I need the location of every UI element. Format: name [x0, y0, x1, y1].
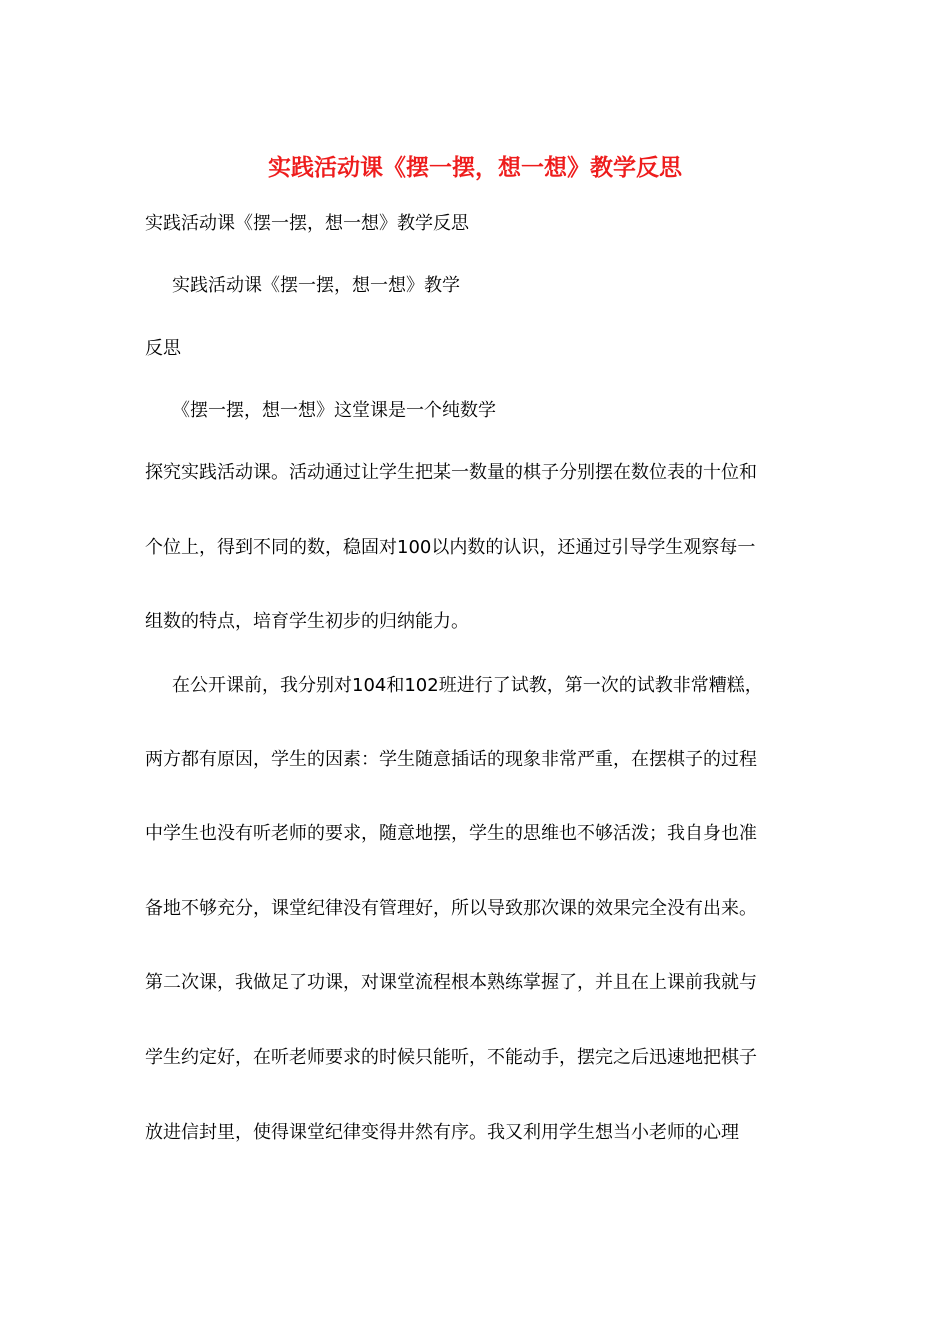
paragraph-1-line-2: 探究实践活动课。活动通过让学生把某一数量的棋子分别摆在数位表的十位和 — [145, 462, 757, 483]
heading-line-1: 实践活动课《摆一摆，想一想》教学 — [172, 275, 460, 296]
subtitle-line: 实践活动课《摆一摆，想一想》教学反思 — [145, 213, 469, 234]
document-title: 实践活动课《摆一摆，想一想》教学反思 — [268, 154, 682, 181]
heading-line-2: 反思 — [145, 338, 181, 359]
paragraph-2-line-5: 第二次课，我做足了功课，对课堂流程根本熟练掌握了，并且在上课前我就与 — [145, 972, 757, 993]
paragraph-1-line-4: 组数的特点，培育学生初步的归纳能力。 — [145, 611, 469, 632]
paragraph-1-line-1: 《摆一摆，想一想》这堂课是一个纯数学 — [172, 400, 496, 421]
paragraph-2-line-2: 两方都有原因，学生的因素：学生随意插话的现象非常严重，在摆棋子的过程 — [145, 749, 757, 770]
paragraph-2-line-4: 备地不够充分，课堂纪律没有管理好，所以导致那次课的效果完全没有出来。 — [145, 898, 757, 919]
paragraph-2-line-3: 中学生也没有听老师的要求，随意地摆，学生的思维也不够活泼；我自身也准 — [145, 823, 757, 844]
paragraph-2-line-7: 放进信封里，使得课堂纪律变得井然有序。我又利用学生想当小老师的心理 — [145, 1122, 739, 1143]
paragraph-2-line-1: 在公开课前，我分别对104和102班进行了试教，第一次的试教非常糟糕， — [172, 675, 763, 696]
paragraph-1-line-3: 个位上，得到不同的数，稳固对100以内数的认识，还通过引导学生观察每一 — [145, 537, 756, 558]
paragraph-2-line-6: 学生约定好，在听老师要求的时候只能听，不能动手，摆完之后迅速地把棋子 — [145, 1047, 757, 1068]
